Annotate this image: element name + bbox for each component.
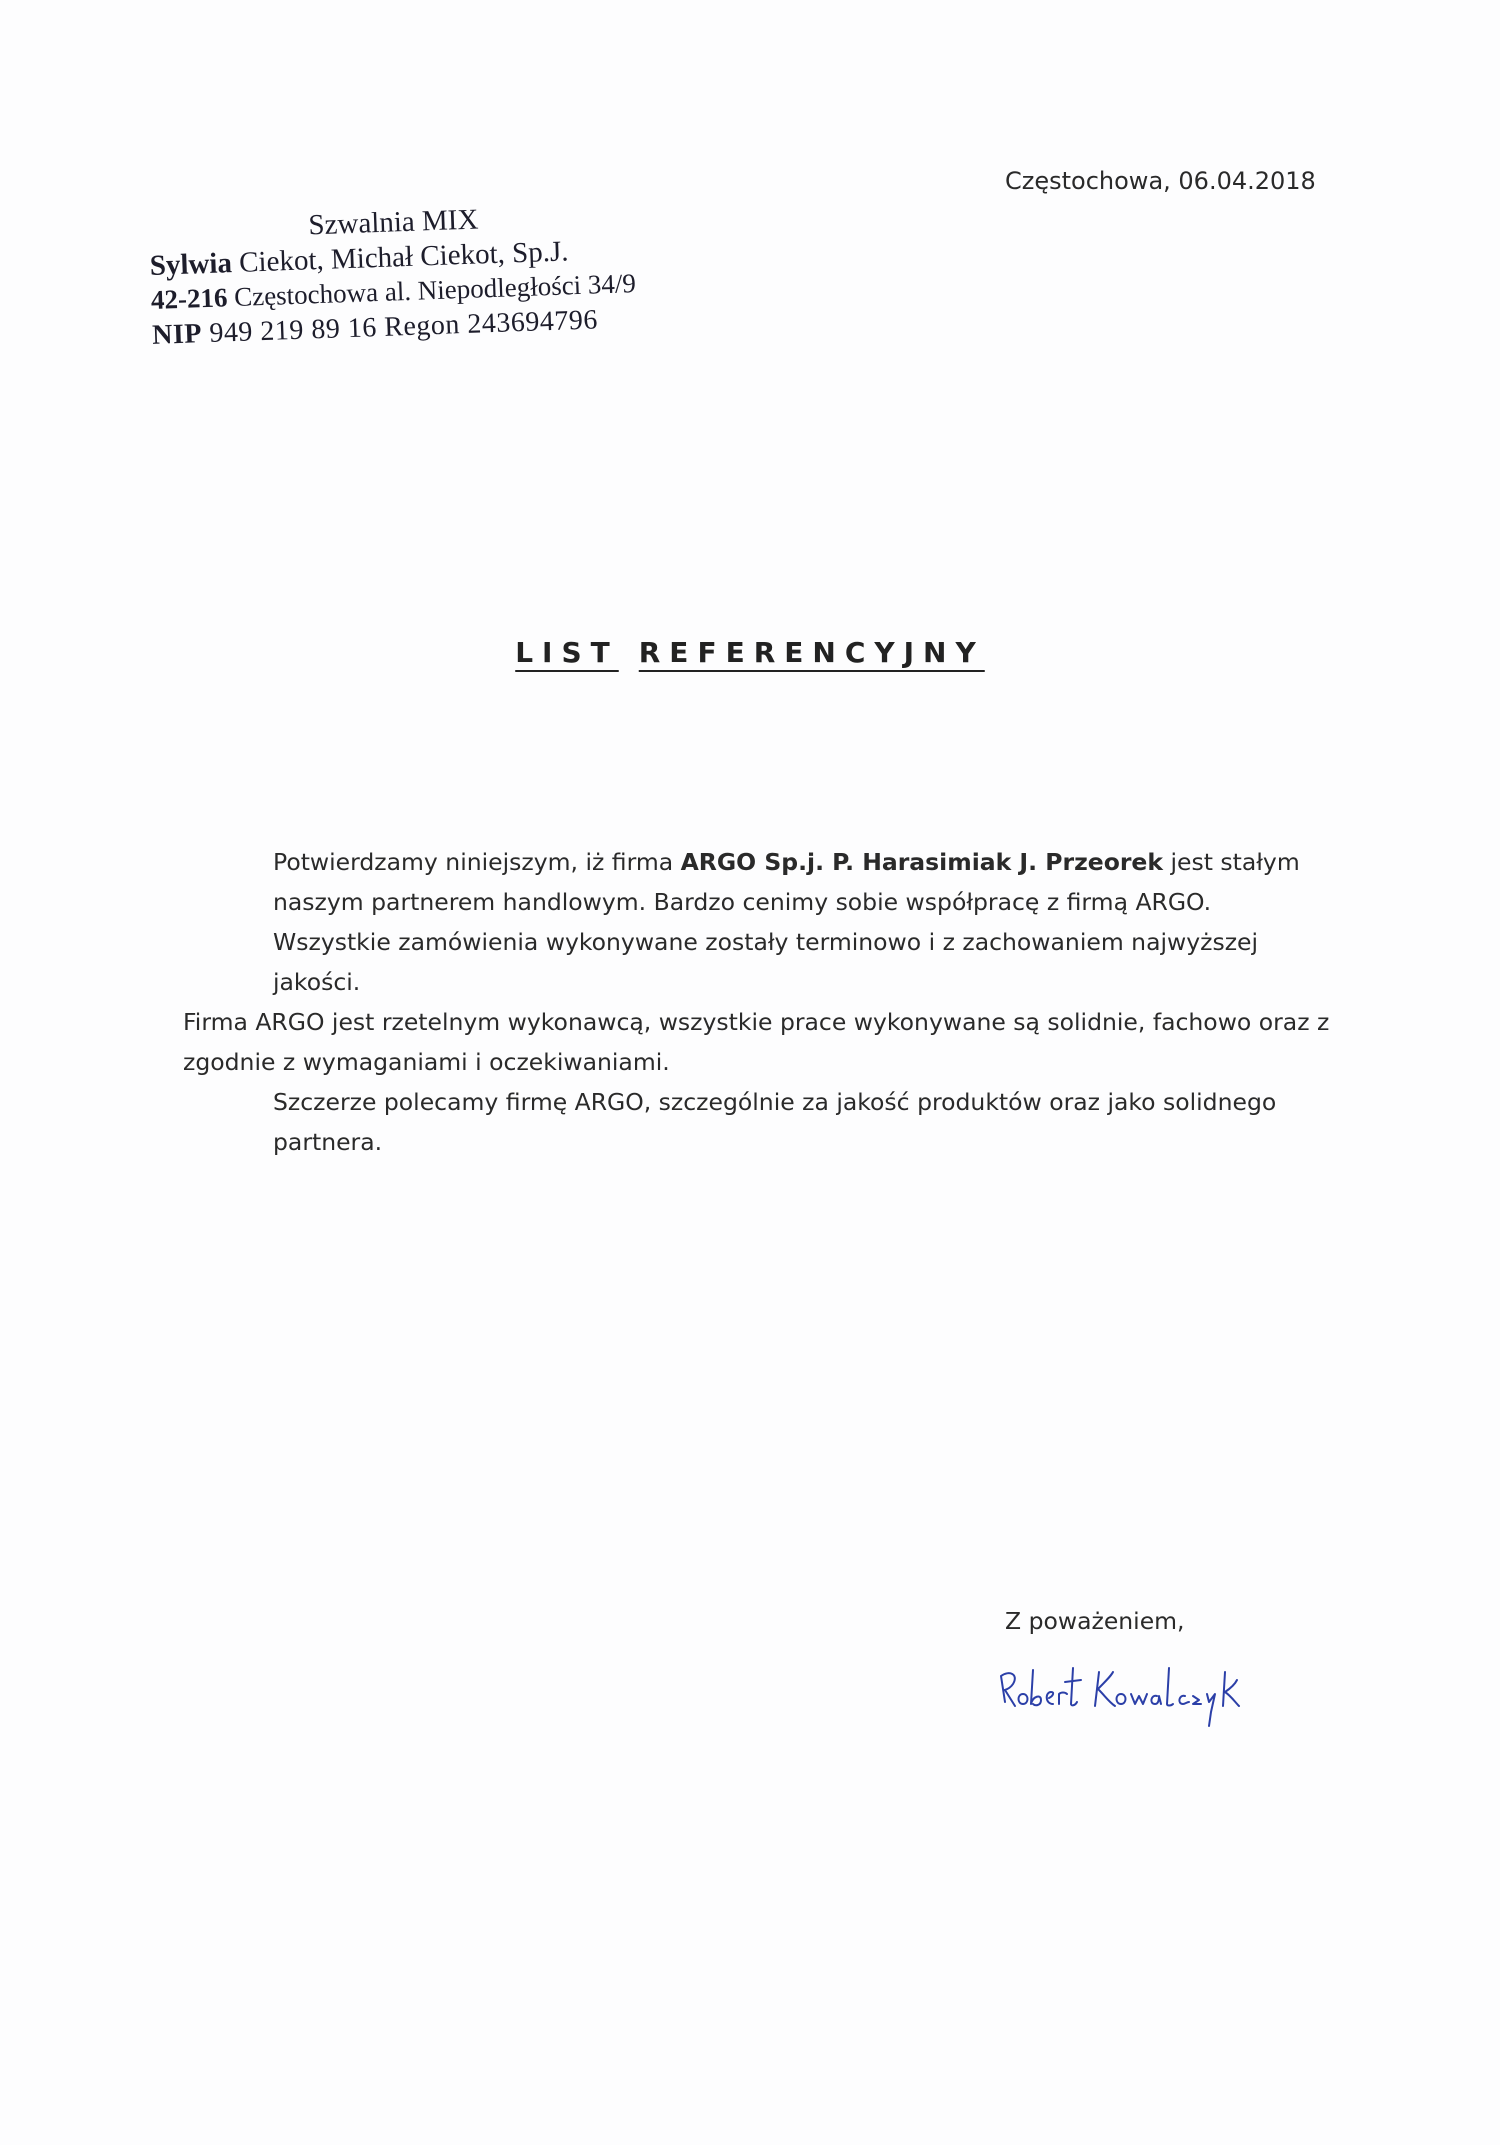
document-title xyxy=(0,636,1500,669)
paragraph-2: Firma ARGO jest rzetelnym wykonawcą, wszystkie prace wykonywane są solidnie, fachowo oraz z zgodnie z wymaganiami i oczekiwaniami. xyxy=(183,1008,1330,1076)
stamp-owners-bold: Sylwia xyxy=(149,247,233,282)
paragraph-1-start: Potwierdzamy niniejszym, iż firma xyxy=(273,848,681,876)
stamp-tax-numbers: 949 219 89 16 Regon 243694796 xyxy=(201,304,599,350)
paragraph-1 xyxy=(183,842,1333,1002)
paragraph-1-end: jest stałym naszym partnerem handlowym. Bardzo cenimy sobie współpracę z firmą ARGO. Wszystkie zamówienia wykonywane zostały terminowo i z zachowaniem najwyższej jakości. xyxy=(273,848,1300,996)
stamp-address-rest: Częstochowa al. Niepodległości 34/9 xyxy=(226,268,637,313)
stamp-owners-rest: Ciekot, Michał Ciekot, Sp.J. xyxy=(231,235,569,280)
company-stamp xyxy=(148,200,637,352)
closing-salutation: Z poważeniem, xyxy=(1005,1607,1185,1635)
title-word-referencyjny: REFERENCYJNY xyxy=(638,636,985,669)
title-word-list: LIST xyxy=(515,636,619,669)
company-name-argo: ARGO Sp.j. P. Harasimiak J. Przeorek xyxy=(680,848,1164,876)
letter-body xyxy=(183,842,1333,1162)
stamp-nip-label: NIP xyxy=(151,318,203,351)
paragraph-3: Szczerze polecamy firmę ARGO, szczególnie za jakość produktów oraz jako solidnego partnera. xyxy=(273,1088,1277,1156)
stamp-company-name: Szwalnia MIX xyxy=(307,203,479,242)
handwritten-signature xyxy=(995,1650,1255,1740)
place-and-date: Częstochowa, 06.04.2018 xyxy=(1005,167,1316,195)
stamp-postcode: 42-216 xyxy=(150,282,228,315)
